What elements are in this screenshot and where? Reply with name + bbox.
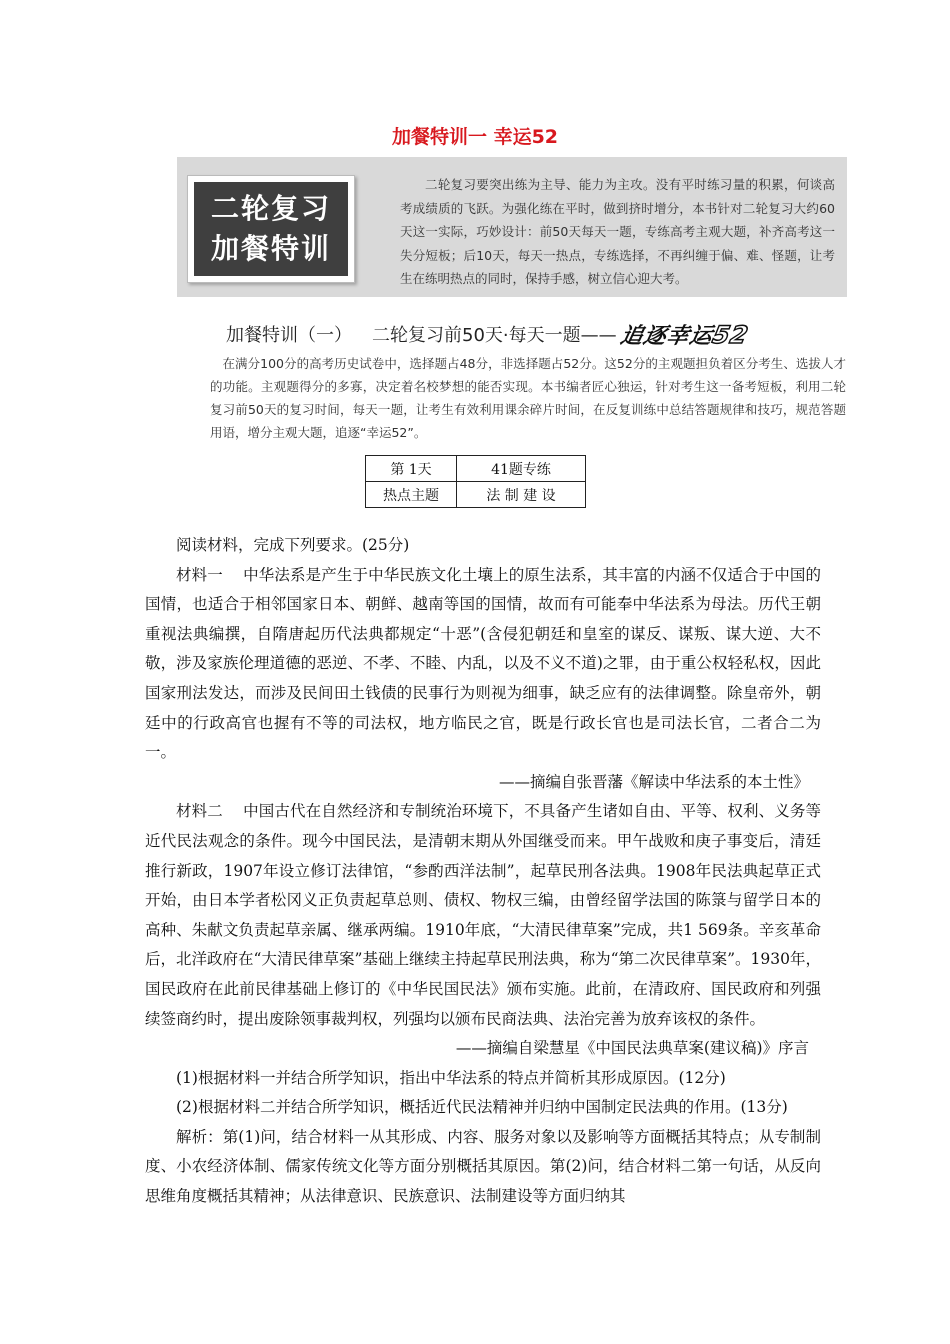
analysis: 解析：第(1)问，结合材料一从其形成、内容、服务对象以及影响等方面概括其特点；从专制制度、小农经济体制、儒家传统文化等方面分别概括其原因。第(2)问，结合材料二第一句话，从反向思维角度概括其精神；从法律意识、民族意识、法制建设等方面归纳其 <box>145 1127 821 1206</box>
content-body <box>145 531 821 1212</box>
material-two-source: ——摘编自梁慧星《中国民法典草案(建议稿)》序言 <box>455 1039 809 1058</box>
logo-chars: 追逐幸运 <box>617 323 715 349</box>
table-row <box>366 456 586 482</box>
table-cell-topic-label: 热点主题 <box>366 482 457 508</box>
material-one-label: 材料一 <box>176 565 223 584</box>
material-two <box>145 797 821 1034</box>
material-two-label: 材料二 <box>176 802 223 821</box>
banner-badge-inner <box>194 182 348 276</box>
table-cell-day: 第 1天 <box>366 456 457 482</box>
info-table <box>365 455 586 508</box>
question-one: (1)根据材料一并结合所学知识，指出中华法系的特点并简析其形成原因。(12分) <box>176 1068 726 1087</box>
material-one-source: ——摘编自张晋藩《解读中华法系的本土性》 <box>498 772 809 791</box>
section-intro: 在满分100分的高考历史试卷中，选择题占48分，非选择题占52分。这52分的主观题担负着区分考生、选拔人才的功能。主观题得分的多寡，决定着名校梦想的能否实现。本书编者匠心独运，针对考生这一备考短板，利用二轮复习前50天的复习时间，每天一题，让考生有效利用课余碎片时间，在反复训练中总结答题规律和技巧，规范答题用语，增分主观大题，追逐“幸运52”。 <box>210 356 846 440</box>
banner-badge <box>187 175 355 283</box>
material-one <box>145 561 821 768</box>
material-one-text: 中华法系是产生于中华民族文化土壤上的原生法系，其丰富的内涵不仅适合于中国的国情，也适合于相邻国家日本、朝鲜、越南等国的国情，故而有可能奉中华法系为母法。历代王朝重视法典编撰，自隋唐起历代法典都规定“十恶”(含侵犯朝廷和皇室的谋反、谋叛、谋大逆、大不敬，涉及家族伦理道德的恶逆、不孝、不睦、内乱，以及不义不道)之罪，由于重公权轻私权，因此国家刑法发达，而涉及民间田土钱债的民事行为则视为细事，缺乏应有的法律调整。除皇帝外，朝廷中的行政高官也握有不等的司法权，地方临民之官，既是行政长官也是司法长官，二者合二为一。 <box>145 565 821 762</box>
section-label-main: 加餐特训（一） <box>226 325 352 346</box>
logo-number: 52 <box>709 320 751 349</box>
table-cell-question: 41题专练 <box>457 456 586 482</box>
material-two-text: 中国古代在自然经济和专制统治环境下，不具备产生诸如自由、平等、权利、义务等近代民法观念的条件。现今中国民法，是清朝末期从外国继受而来。甲午战败和庚子事变后，清廷推行新政，1907年设立修订法律馆，“参酌西洋法制”，起草民刑各法典。1908年民法典起草正式开始，由日本学者松冈义正负责起草总则、债权、物权三编，由曾经留学法国的陈箓与留学日本的高种、朱献文负责起草亲属、继承两编。1910年底，“大清民律草案”完成，共1 569条。辛亥革命后，北洋政府在“大清民律草案”基础上继续主持起草民刑法典，称为“第二次民律草案”。1930年，国民政府在此前民律基础上修订的《中华民国民法》颁布实施。此前，在清政府、国民政府和列强续签商约时，提出废除领事裁判权，列强均以颁布民商法典、法治完善为放弃该权的条件。 <box>145 802 821 1028</box>
intro-banner <box>177 157 847 297</box>
table-row <box>366 482 586 508</box>
table-cell-topic: 法 制 建 设 <box>457 482 586 508</box>
badge-line1: 二轮复习 <box>210 192 331 225</box>
page-title: 加餐特训一 幸运52 <box>391 126 559 148</box>
badge-line2: 加餐特训 <box>210 232 331 265</box>
logo-wordmark <box>617 319 751 350</box>
banner-text: 二轮复习要突出练为主导、能力为主攻。没有平时练习量的积累，何谈高考成绩质的飞跃。为强化练在平时，做到挤时增分，本书针对二轮复习大约60天这一实际，巧妙设计：前50天每天一题，专练高考主观大题，补齐高考这一失分短板；后10天，每天一热点，专练选择，不再纠缠于偏、难、怪题，让考生在练明热点的同时，保持手感，树立信心迎大考。 <box>400 177 835 286</box>
instruction: 阅读材料，完成下列要求。(25分) <box>176 536 410 554</box>
section-heading <box>226 319 846 349</box>
question-two: (2)根据材料二并结合所学知识，概括近代民法精神并归纳中国制定民法典的作用。(13分) <box>176 1098 788 1117</box>
section-label-sub: 二轮复习前50天·每天一题—— <box>372 325 617 346</box>
